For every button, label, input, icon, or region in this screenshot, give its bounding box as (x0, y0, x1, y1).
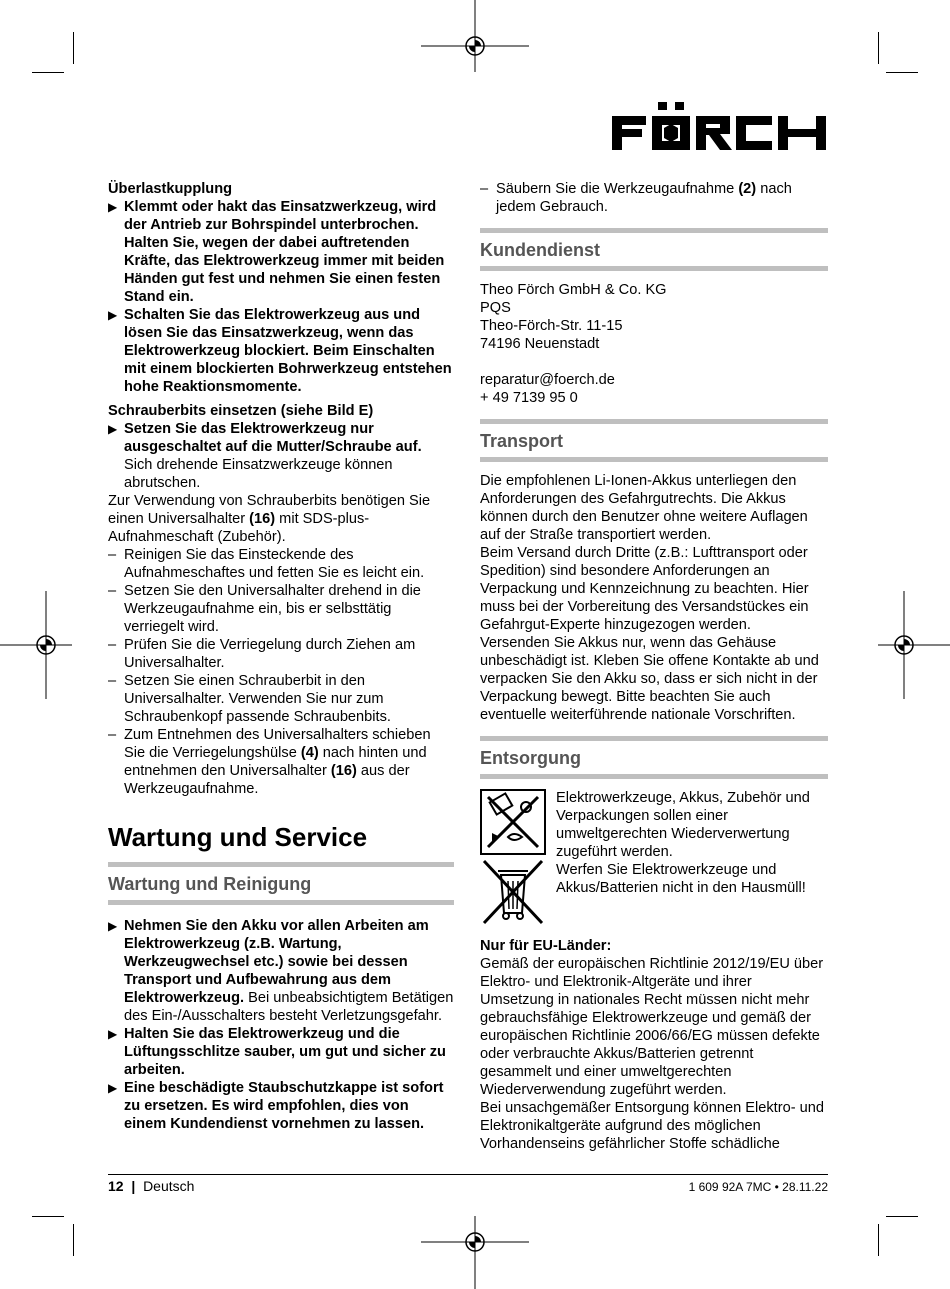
phone-number: + 49 7139 95 0 (480, 390, 578, 406)
part-number: (16) (330, 763, 357, 779)
dash-marker: – (480, 181, 489, 197)
registration-mark-top (418, 0, 532, 90)
warning-item (108, 1025, 454, 1079)
crop-mark (878, 32, 879, 64)
warning-item (108, 1079, 454, 1133)
list-item (108, 726, 454, 798)
footer-left (108, 1178, 194, 1194)
paragraph (108, 492, 454, 546)
part-number: (16) (249, 511, 276, 527)
subsection-title-transport: Transport (480, 419, 828, 462)
paragraph: Werfen Sie Elektrowerkzeuge und Akkus/Batterien nicht in den Hausmüll! (556, 862, 806, 896)
paragraph: Die empfohlenen Li-Ionen-Akkus unterliegen den Anforderungen des Gefahrgutrechts. Die Akkus können durch den Benutzer ohne weitere Auflagen auf der Straße transportiert werden. (480, 473, 808, 543)
registration-mark-right (860, 588, 950, 702)
part-number: (4) (300, 745, 319, 761)
address-line: PQS (480, 300, 511, 316)
subsection-title-kundendienst: Kundendienst (480, 228, 828, 271)
triangle-bullet-icon: ▶ (108, 308, 118, 322)
address-line: Theo Förch GmbH & Co. KG (480, 282, 667, 298)
triangle-bullet-icon: ▶ (108, 919, 118, 933)
paragraph: Versenden Sie Akkus nur, wenn das Gehäuse unbeschädigt ist. Kleben Sie offene Kontakte ab und verpacken Sie den Akku so, dass er sich nicht in der Verpackung bewegt. Bitte beachten Sie auch eventuelle weiterführende nationale Vorschriften. (480, 635, 819, 723)
warning-item (108, 420, 454, 492)
dash-marker: – (108, 673, 117, 689)
paragraph: Gemäß der europäischen Richtlinie 2012/19/EU über Elektro- und Elektronik-Altgeräte und ihrer Umsetzung in nationales Recht müssen nicht mehr gebrauchsfähige Elektrowerkzeuge und gemäß der europäischen Richtlinie 2006/66/EG müssen defekte oder verbrauchte Akkus/Batterien getrennt gesammelt und einer umweltgerechten Wiederverwendung zugeführt werden. (480, 956, 824, 1098)
subsection-title-entsorgung: Entsorgung (480, 736, 828, 779)
triangle-bullet-icon: ▶ (108, 422, 118, 436)
list-item-text: Prüfen Sie die Verriegelung durch Ziehen am Universalhalter. (124, 637, 416, 671)
footer-rule (108, 1174, 828, 1175)
registration-mark-left (0, 588, 90, 702)
crop-mark (878, 1224, 879, 1256)
heading-schrauberbits: Schrauberbits einsetzen (siehe Bild E) (108, 403, 374, 419)
warning-text: Eine beschädigte Staubschutzkappe ist sofort zu ersetzen. Es wird empfohlen, dies von einem Kundendienst vornehmen zu lassen. (124, 1080, 444, 1132)
left-column (108, 180, 454, 1133)
language-label: Deutsch (143, 1178, 195, 1194)
warning-item (108, 198, 454, 306)
paragraph: Bei unsachgemäßer Entsorgung können Elektro- und Elektronikaltgeräte aufgrund des möglichen Vorhandenseins gefährlicher Stoffe schädliche (480, 1100, 824, 1152)
crop-mark (73, 1224, 74, 1256)
address-line: 74196 Neuenstadt (480, 336, 600, 352)
warning-text: Klemmt oder hakt das Einsatzwerkzeug, wird der Antrieb zur Bohrspindel unterbrochen. Halten Sie, wegen der dabei auftretenden Kräfte, das Elektrowerkzeug immer mit beiden Händen gut fest und nehmen Sie einen festen Stand ein. (124, 199, 445, 305)
warning-text-rest: Bei unbeabsichtigtem Betätigen des Ein-/Ausschalters besteht Verletzungsgefahr. (124, 990, 454, 1024)
warning-item (108, 917, 454, 1025)
text: nach hinten und entnehmen den Universalhalter (124, 745, 427, 779)
warning-text-rest: Sich drehende Einsatzwerkzeuge können abrutschen. (124, 457, 393, 491)
list-item-text: Setzen Sie den Universalhalter drehend in die Werkzeugaufnahme ein, bis er selbsttätig verriegelt wird. (124, 583, 421, 635)
registration-mark-bottom (418, 1200, 532, 1289)
warning-text: Halten Sie das Elektrowerkzeug und die Lüftungsschlitze sauber, um gut und sicher zu arbeiten. (124, 1026, 446, 1078)
heading-eu-laender: Nur für EU-Länder: (480, 938, 612, 954)
triangle-bullet-icon: ▶ (108, 200, 118, 214)
list-item (108, 546, 454, 582)
footer-separator: | (127, 1178, 140, 1194)
crop-mark (32, 72, 64, 73)
email-link[interactable]: reparatur@foerch.de (480, 372, 615, 388)
triangle-bullet-icon: ▶ (108, 1081, 118, 1095)
crop-mark (886, 72, 918, 73)
text: Säubern Sie die Werkzeugaufnahme (496, 181, 739, 197)
section-title: Wartung und Service (108, 822, 368, 852)
dash-marker: – (108, 637, 117, 653)
list-item (480, 180, 828, 216)
list-item (108, 672, 454, 726)
recycling-symbol-icon (480, 789, 546, 855)
warning-text: Nehmen Sie den Akku vor allen Arbeiten am Elektrowerkzeug (z.B. Wartung, Werkzeugwechsel etc.) sowie bei dessen Transport und Aufbewahrung aus dem Elektrowerkzeug. (124, 918, 429, 1006)
list-item-text: Reinigen Sie das Einsteckende des Aufnahmeschaftes und fetten Sie es leicht ein. (124, 547, 425, 581)
right-column (480, 180, 828, 1153)
text: mit SDS-plus-Aufnahmeschaft (Zubehör). (108, 511, 370, 545)
crop-mark (886, 1216, 918, 1217)
paragraph: Beim Versand durch Dritte (z.B.: Lufttransport oder Spedition) sind besondere Anforderungen an Verpackung und Kennzeichnung zu beachten. Hier muss bei der Vorbereitung des Versandstückes ein Gefahrgut-Experte hinzugezogen werden. (480, 545, 809, 633)
warning-text: Setzen Sie das Elektrowerkzeug nur ausgeschaltet auf die Mutter/Schraube auf. (124, 421, 422, 455)
warning-item (108, 306, 454, 396)
text: nach jedem Gebrauch. (496, 181, 792, 215)
list-item-text: Setzen Sie einen Schrauberbit in den Universalhalter. Verwenden Sie nur zum Schraubenkopf passende Schraubenbits. (124, 673, 391, 725)
dash-marker: – (108, 547, 117, 563)
document-code: 1 609 92A 7MC • 28.11.22 (688, 1180, 828, 1194)
dash-marker: – (108, 583, 117, 599)
warning-text: Schalten Sie das Elektrowerkzeug aus und lösen Sie das Einsatzwerkzeug, wenn das Elektrowerkzeug blockiert. Beim Einschalten mit einem blockierten Bohrwerkzeug entstehen hohe Reaktionsmomente. (124, 307, 452, 395)
text: aus der Werkzeugaufnahme. (124, 763, 410, 797)
heading-ueberlastkupplung: Überlastkupplung (108, 181, 233, 197)
paragraph: Elektrowerkzeuge, Akkus, Zubehör und Verpackungen sollen einer umweltgerechten Wiederverwertung zugeführt werden. (556, 790, 810, 860)
text: Zur Verwendung von Schrauberbits benötigen Sie einen Universalhalter (108, 493, 431, 527)
triangle-bullet-icon: ▶ (108, 1027, 118, 1041)
crop-mark (73, 32, 74, 64)
dash-marker: – (108, 727, 117, 743)
page-number: 12 (108, 1178, 124, 1194)
crop-mark (32, 1216, 64, 1217)
text: Zum Entnehmen des Universalhalters schieben Sie die Verriegelungshülse (124, 727, 431, 761)
disposal-block (480, 789, 828, 937)
crossed-bin-icon (480, 859, 546, 925)
part-number: (2) (738, 181, 757, 197)
list-item (108, 582, 454, 636)
address-line: Theo-Förch-Str. 11-15 (480, 318, 623, 334)
subsection-title: Wartung und Reinigung (108, 862, 454, 905)
foerch-logo (612, 102, 826, 150)
list-item (108, 636, 454, 672)
